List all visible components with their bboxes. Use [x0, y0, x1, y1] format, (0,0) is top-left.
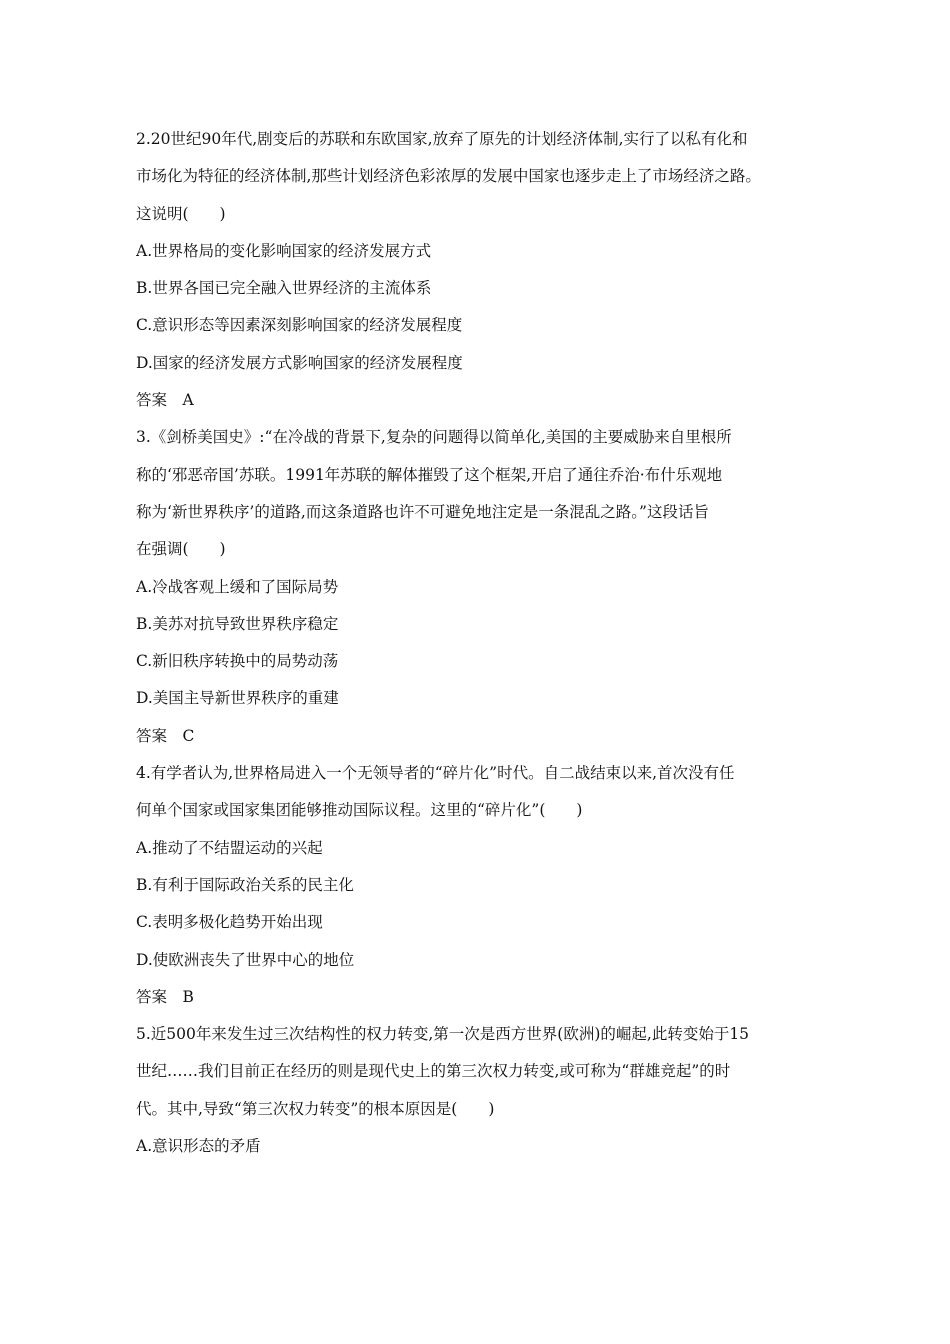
- option-a: A.冷战客观上缓和了国际局势: [136, 577, 339, 596]
- option-d: D.使欧洲丧失了世界中心的地位: [136, 950, 355, 969]
- answer-line: 答案 A: [136, 391, 194, 410]
- option-b: B.有利于国际政治关系的民主化: [136, 875, 354, 894]
- answer-line: 答案 C: [136, 726, 195, 745]
- option-b: B.美苏对抗导致世界秩序稳定: [136, 614, 339, 633]
- option-a: A.意识形态的矛盾: [136, 1137, 261, 1156]
- question-stem-line: 称为‘新世界秩序’的道路,而这条道路也许不可避免地注定是一条混乱之路。”这段话旨: [136, 502, 709, 521]
- option-d: D.美国主导新世界秩序的重建: [136, 689, 339, 708]
- question-stem-line: 5.近500年来发生过三次结构性的权力转变,第一次是西方世界(欧洲)的崛起,此转变始于15: [136, 1025, 750, 1044]
- question-stem-line: 2.20世纪90年代,剧变后的苏联和东欧国家,放弃了原先的计划经济体制,实行了以私有化和: [136, 130, 748, 148]
- question-stem-line: 世纪……我们目前正在经历的则是现代史上的第三次权力转变,或可称为“群雄竞起”的时: [136, 1062, 731, 1081]
- option-d: D.国家的经济发展方式影响国家的经济发展程度: [136, 353, 463, 372]
- option-c: C.表明多极化趋势开始出现: [136, 913, 323, 932]
- question-stem-line: 称的‘邪恶帝国’苏联。1991年苏联的解体摧毁了这个框架,开启了通往乔治·布什乐观地: [136, 465, 723, 484]
- question-stem-line: 4.有学者认为,世界格局进入一个无领导者的“碎片化”时代。自二战结束以来,首次没有任: [136, 764, 735, 783]
- question-stem-line: 在强调( ): [136, 540, 226, 559]
- option-c: C.新旧秩序转换中的局势动荡: [136, 652, 339, 671]
- option-c: C.意识形态等因素深刻影响国家的经济发展程度: [136, 316, 463, 335]
- option-a: A.推动了不结盟运动的兴起: [136, 838, 323, 857]
- option-a: A.世界格局的变化影响国家的经济发展方式: [136, 241, 432, 260]
- question-5: [136, 1016, 816, 1165]
- answer-line: 答案 B: [136, 987, 194, 1006]
- question-stem-line: 这说明( ): [136, 204, 226, 223]
- question-stem-line: 市场化为特征的经济体制,那些计划经济色彩浓厚的发展中国家也逐步走上了市场经济之路。: [136, 167, 761, 186]
- option-b: B.世界各国已完全融入世界经济的主流体系: [136, 279, 432, 298]
- question-3: [136, 419, 816, 755]
- question-4: [136, 755, 816, 1016]
- question-stem-line: 代。其中,导致“第三次权力转变”的根本原因是( ): [136, 1099, 495, 1118]
- question-stem-line: 何单个国家或国家集团能够推动国际议程。这里的“碎片化”( ): [136, 801, 583, 820]
- question-2: [136, 121, 816, 419]
- question-stem-line: 3.《剑桥美国史》:“在冷战的背景下,复杂的问题得以简单化,美国的主要威胁来自里根所: [136, 428, 732, 447]
- document-page: [136, 121, 816, 1165]
